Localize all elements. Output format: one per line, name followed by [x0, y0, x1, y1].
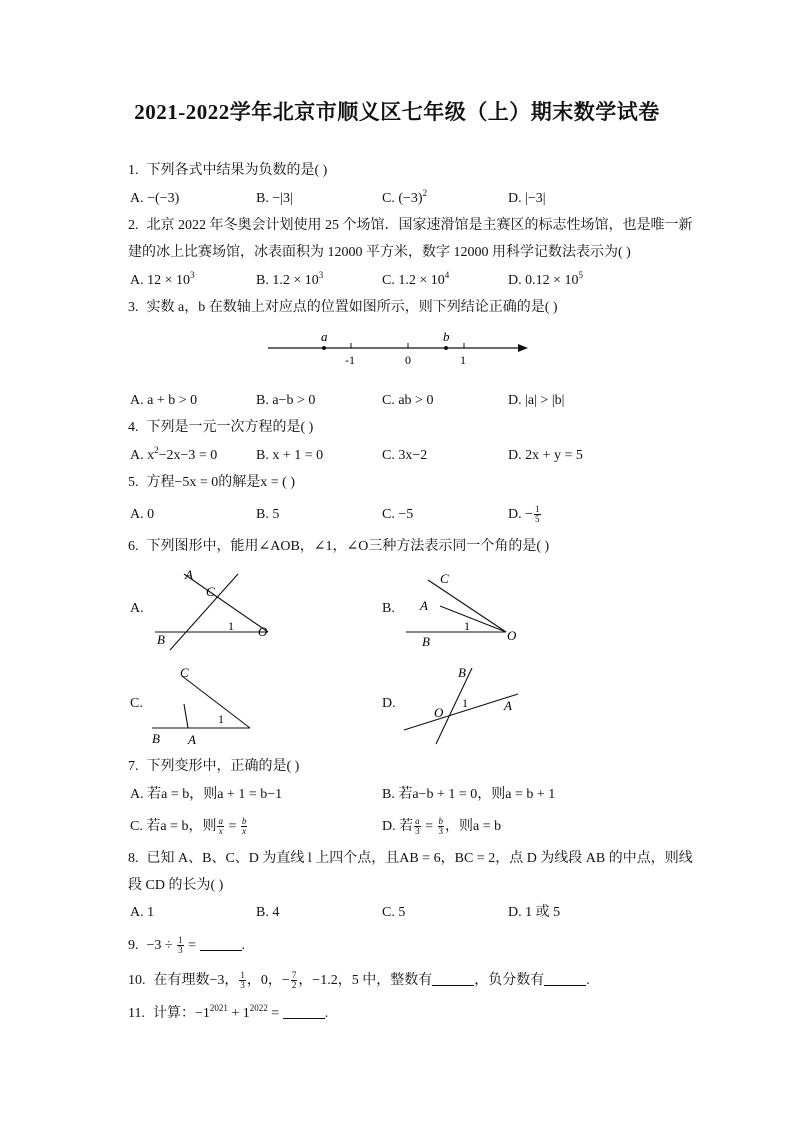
point-a-dot: [322, 346, 326, 350]
question-stem: 已知 A、B、C、D 为直线 l 上四个点，且AB = 6，BC = 2，点 D 为线段 AB 的中点，则线: [146, 851, 693, 866]
answer-blank-integers[interactable]: [432, 971, 474, 986]
question-stem: 下列变形中，正确的是( ): [146, 759, 300, 774]
question-number: 1.: [128, 163, 139, 178]
point-b-dot: [444, 346, 448, 350]
q5-option-b: B. 5: [256, 507, 280, 522]
q4-option-d: D. 2x + y = 5: [508, 448, 583, 463]
question-5: [128, 473, 295, 493]
question-2-cont: 建的冰上比赛场馆，冰表面积为 12000 平方米，数字 12000 用科学记数法表示为( ): [128, 245, 631, 260]
question-2: [128, 216, 693, 236]
q7-option-c: C. 若a = b，则 $\frac{a}{x}$ = $\frac{b}{x}$: [130, 816, 247, 837]
question-number: 6.: [128, 539, 139, 554]
q6-figure-c: [148, 664, 260, 746]
question-number: 2.: [128, 218, 139, 233]
question-number: 9.: [128, 938, 139, 953]
svg-text:B: B: [422, 634, 430, 649]
question-number: 10.: [128, 973, 146, 988]
q2-option-b: B. $1.2 \times 10^3$: [256, 270, 324, 288]
q7-option-a: A. 若a = b，则a + 1 = b−1: [130, 787, 283, 802]
q2-option-c: C. $1.2 \times 10^4$: [382, 270, 450, 288]
q8-option-b: B. 4: [256, 905, 280, 920]
q6-figure-b: [400, 566, 530, 652]
svg-text:A: A: [185, 567, 193, 582]
q3-option-a: A. a + b > 0: [130, 393, 198, 408]
q2-option-a: A. $12 \times 10^3$: [130, 270, 195, 288]
q3-option-c: C. ab > 0: [382, 393, 434, 408]
question-9: 9. −3 ÷ $\frac{1}{3}$ = .: [128, 935, 245, 956]
tick-label-neg1: -1: [345, 353, 355, 367]
answer-blank[interactable]: [283, 1004, 325, 1019]
svg-text:O: O: [507, 628, 517, 643]
q1-option-d: D. |−3|: [508, 191, 546, 206]
svg-text:1: 1: [462, 696, 468, 710]
tick-label-1: 1: [460, 353, 466, 367]
label-a: a: [321, 329, 328, 344]
q4-option-c: C. 3x−2: [382, 448, 428, 463]
question-stem: 下列是一元一次方程的是( ): [146, 420, 314, 435]
question-stem: 实数 a，b 在数轴上对应点的位置如图所示，则下列结论正确的是( ): [146, 300, 558, 315]
q8-option-a: A. 1: [130, 905, 155, 920]
svg-text:O: O: [258, 624, 268, 639]
svg-text:C: C: [206, 584, 215, 599]
question-number: 11.: [128, 1006, 145, 1021]
question-8: [128, 849, 693, 869]
q4-option-a: A. $x^2-2x-3 = 0$: [130, 445, 218, 463]
svg-text:O: O: [434, 705, 444, 720]
q3-option-b: B. a−b > 0: [256, 393, 316, 408]
svg-text:C: C: [180, 665, 189, 680]
q6-option-c-label: C.: [130, 696, 143, 711]
q4-option-b: B. x + 1 = 0: [256, 448, 324, 463]
svg-text:1: 1: [218, 712, 224, 726]
svg-text:A: A: [188, 732, 196, 746]
q6-option-a-label: A.: [130, 601, 144, 616]
q5-option-c: C. −5: [382, 507, 414, 522]
q6-option-d-label: D.: [382, 696, 396, 711]
answer-blank[interactable]: [200, 936, 242, 951]
question-8-cont: 段 CD 的长为( ): [128, 878, 224, 893]
page-title: 2021-2022学年北京市顺义区七年级（上）期末数学试卷: [134, 100, 660, 124]
q1-option-a: A. −(−3): [130, 191, 180, 206]
q5-option-d: D. − $\frac{1}{5}$: [508, 504, 540, 525]
q1-option-b: B. −|3|: [256, 191, 293, 206]
q6-option-b-label: B.: [382, 601, 395, 616]
svg-text:B: B: [458, 665, 466, 680]
question-stem: 下列图形中，能用∠AOB，∠1，∠O三种方法表示同一个角的是( ): [146, 539, 550, 554]
question-3: [128, 298, 558, 318]
question-10: 10. 在有理数−3， $\frac{1}{3}$ ，0，− $\frac{7}{2}$ ，−1.2，5 中，整数有 ，负分数有 .: [128, 970, 590, 991]
question-number: 4.: [128, 420, 139, 435]
question-stem: 北京 2022 年冬奥会计划使用 25 个场馆．国家速滑馆是主赛区的标志性场馆，也是唯一新: [146, 218, 693, 233]
label-b: b: [443, 329, 450, 344]
q7-option-b: B. 若a−b + 1 = 0，则a = b + 1: [382, 787, 556, 802]
svg-text:A: A: [504, 698, 512, 713]
svg-text:B: B: [157, 632, 165, 647]
q8-option-d: D. 1 或 5: [508, 905, 561, 920]
question-number: 7.: [128, 759, 139, 774]
question-11: 11. 计算：$-1^{2021} + 1^{2022}$ = .: [128, 1004, 328, 1024]
question-7: [128, 757, 299, 777]
q8-option-c: C. 5: [382, 905, 406, 920]
svg-text:B: B: [152, 731, 160, 746]
q7-option-d: D. 若 $\frac{a}{3}$ = $\frac{b}{3}$ ，则a = b: [382, 816, 502, 837]
question-6: [128, 537, 549, 557]
question-4: [128, 418, 313, 438]
arrow-head-icon: [518, 344, 528, 352]
q3-option-d: D. |a| > |b|: [508, 393, 565, 408]
svg-text:A: A: [420, 598, 428, 613]
number-line-figure: [260, 326, 540, 370]
answer-blank-negative-fractions[interactable]: [544, 971, 586, 986]
svg-text:1: 1: [228, 619, 234, 633]
tick-label-0: 0: [405, 353, 411, 367]
q2-option-d: D. $0.12 \times 10^5$: [508, 270, 584, 288]
question-number: 8.: [128, 851, 139, 866]
svg-text:1: 1: [464, 619, 470, 633]
question-stem: 方程−5x = 0的解是x = ( ): [146, 475, 296, 490]
question-number: 3.: [128, 300, 139, 315]
q5-option-a: A. 0: [130, 507, 155, 522]
q1-option-c: C. $(-3)^2$: [382, 188, 428, 206]
q6-figure-d: [400, 664, 524, 748]
q6-figure-a: [150, 564, 280, 654]
question-stem: 下列各式中结果为负数的是( ): [146, 163, 328, 178]
question-number: 5.: [128, 475, 139, 490]
question-1: [128, 161, 327, 181]
svg-text:C: C: [440, 571, 449, 586]
